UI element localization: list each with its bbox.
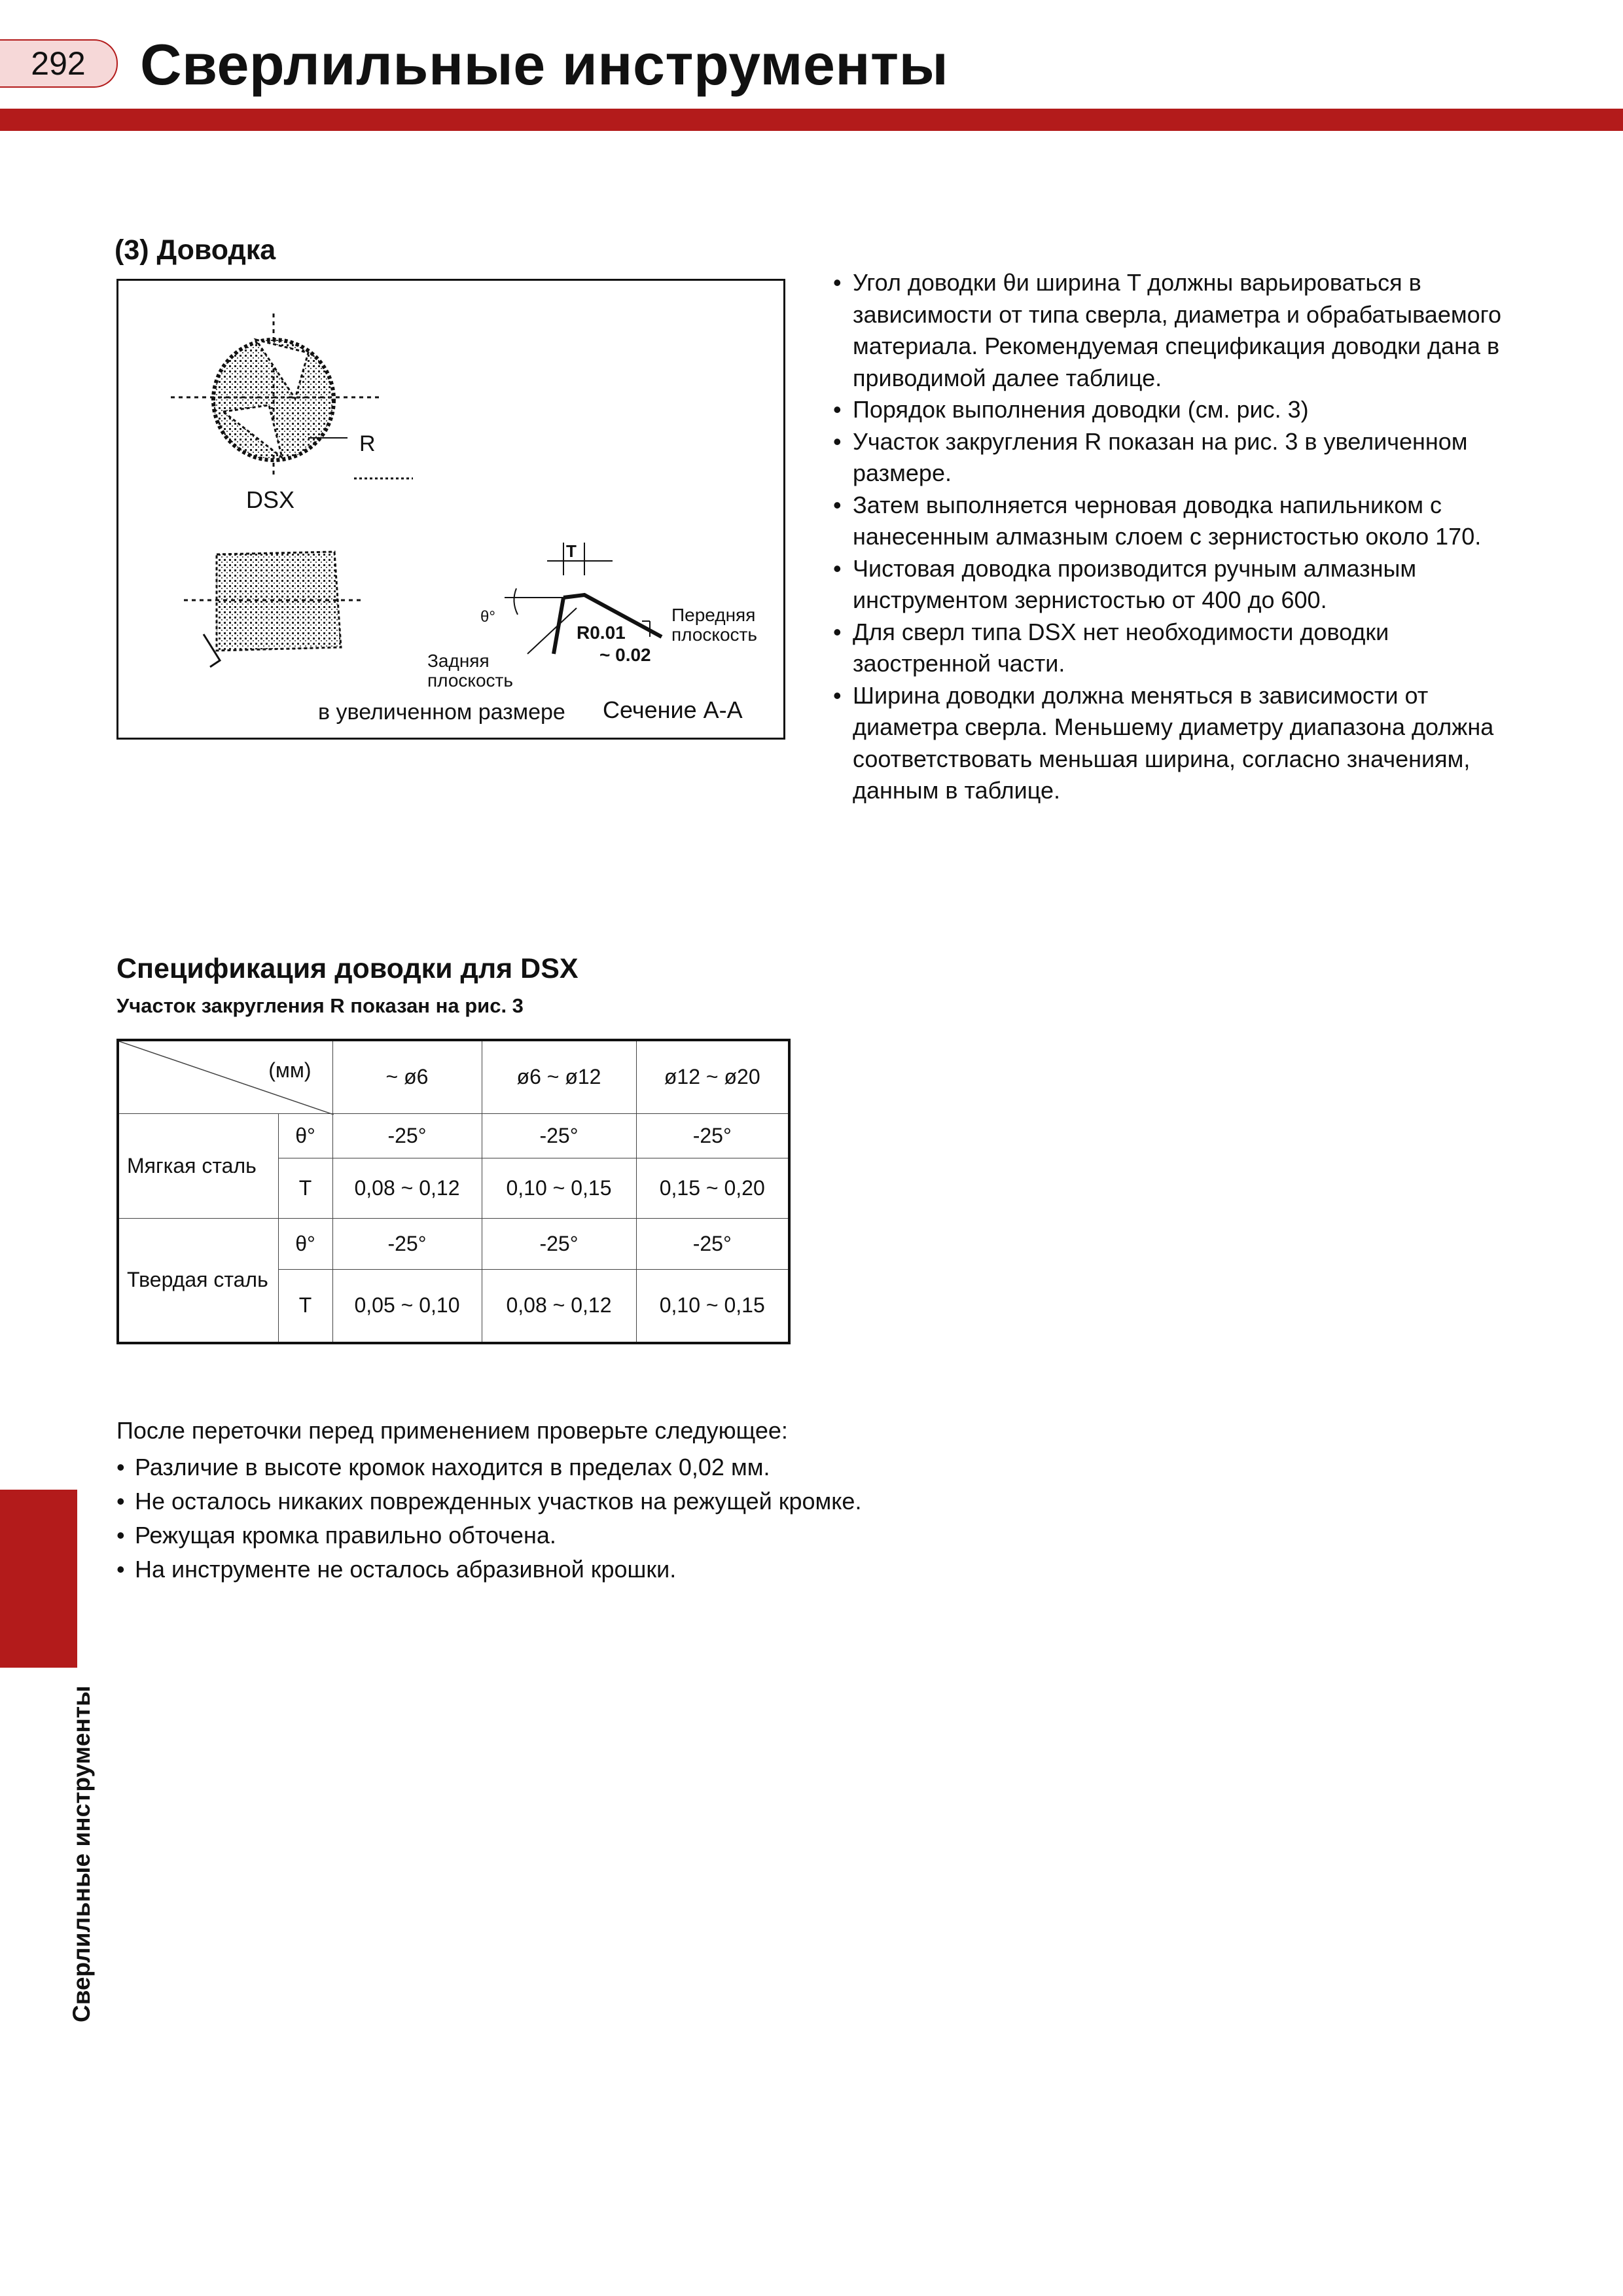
column-header: ø12 ~ ø20 <box>636 1040 789 1113</box>
header-rule <box>0 109 1623 131</box>
honing-figure <box>116 279 785 740</box>
label-theta: θ° <box>480 608 495 626</box>
label-t: T <box>566 541 577 561</box>
list-item: • На инструменте не осталось абразивной крошки. <box>116 1552 861 1587</box>
value-cell: -25° <box>482 1113 636 1158</box>
spec-subtitle: Участок закругления R показан на рис. 3 <box>116 994 524 1017</box>
unit-corner-cell <box>118 1040 332 1113</box>
list-item: • Режущая кромка правильно обточена. <box>116 1518 861 1552</box>
list-item: • Затем выполняется черновая доводка напильником с нанесенным алмазным слоем с зернистостью около 170. <box>833 490 1507 553</box>
list-item: • Чистовая доводка производится ручным алмазным инструментом зернистостью от 400 до 600. <box>833 553 1507 617</box>
page-title: Сверлильные инструменты <box>140 32 949 97</box>
page-number-badge <box>0 39 118 88</box>
list-item: • Участок закругления R показан на рис. 3 в увеличенном размере. <box>833 426 1507 490</box>
list-item: • Не осталось никаких поврежденных участков на режущей кромке. <box>116 1484 861 1518</box>
after-intro: После переточки перед применением проверьте следующее: <box>116 1417 788 1444</box>
value-cell: 0,15 ~ 0,20 <box>636 1158 789 1218</box>
column-header: ~ ø6 <box>332 1040 482 1113</box>
label-002: ~ 0.02 <box>599 645 651 665</box>
value-cell: -25° <box>636 1113 789 1158</box>
param-cell: θ° <box>278 1113 332 1158</box>
spec-table <box>116 1039 791 1344</box>
param-cell: T <box>278 1269 332 1343</box>
value-cell: -25° <box>636 1218 789 1269</box>
label-r001: R0.01 <box>577 622 626 643</box>
label-r: R <box>359 431 376 456</box>
after-checklist <box>116 1450 861 1587</box>
list-item: • Порядок выполнения доводки (см. рис. 3) <box>833 394 1507 426</box>
unit-label: (мм) <box>268 1058 312 1082</box>
list-item: • Угол доводки θи ширина T должны варьироваться в зависимости от типа сверла, диаметра и обрабатываемого материала. Рекомендуемая спецификация доводки дана в приводимой далее таблице. <box>833 267 1507 394</box>
section-heading: (3) Доводка <box>115 234 276 266</box>
param-cell: T <box>278 1158 332 1218</box>
caption-section-aa: Сечение A-A <box>603 696 743 723</box>
drill-side-view <box>184 552 361 667</box>
honing-notes <box>833 267 1507 807</box>
column-header: ø6 ~ ø12 <box>482 1040 636 1113</box>
param-cell: θ° <box>278 1218 332 1269</box>
label-front-plane: Передняя плоскость <box>671 605 757 645</box>
material-cell: Твердая сталь <box>118 1218 278 1343</box>
label-dsx: DSX <box>246 486 295 513</box>
value-cell: 0,10 ~ 0,15 <box>636 1269 789 1343</box>
value-cell: -25° <box>332 1113 482 1158</box>
list-item: • Ширина доводки должна меняться в зависимости от диаметра сверла. Меньшему диаметру диапазона должна соответствовать меньшая ширина, согласно значениям, данным в таблице. <box>833 680 1507 807</box>
material-cell: Мягкая сталь <box>118 1113 278 1218</box>
page-number: 292 <box>31 45 86 82</box>
value-cell: 0,10 ~ 0,15 <box>482 1158 636 1218</box>
side-accent-bar <box>0 1490 77 1668</box>
spec-title: Спецификация доводки для DSX <box>116 953 579 984</box>
table-header-row <box>118 1040 789 1113</box>
caption-enlarged: в увеличенном размере <box>318 700 565 725</box>
value-cell: -25° <box>482 1218 636 1269</box>
value-cell: 0,08 ~ 0,12 <box>482 1269 636 1343</box>
list-item: • Различие в высоте кромок находится в пределах 0,02 мм. <box>116 1450 861 1484</box>
value-cell: -25° <box>332 1218 482 1269</box>
table-row <box>118 1218 789 1269</box>
value-cell: 0,08 ~ 0,12 <box>332 1158 482 1218</box>
side-tab-label: Сверлильные инструменты <box>68 1685 95 2022</box>
list-item: • Для сверл типа DSX нет необходимости доводки заостренной части. <box>833 617 1507 680</box>
table-row <box>118 1113 789 1158</box>
value-cell: 0,05 ~ 0,10 <box>332 1269 482 1343</box>
drill-end-view <box>171 314 413 478</box>
label-back-plane: Задняя плоскость <box>427 651 513 691</box>
